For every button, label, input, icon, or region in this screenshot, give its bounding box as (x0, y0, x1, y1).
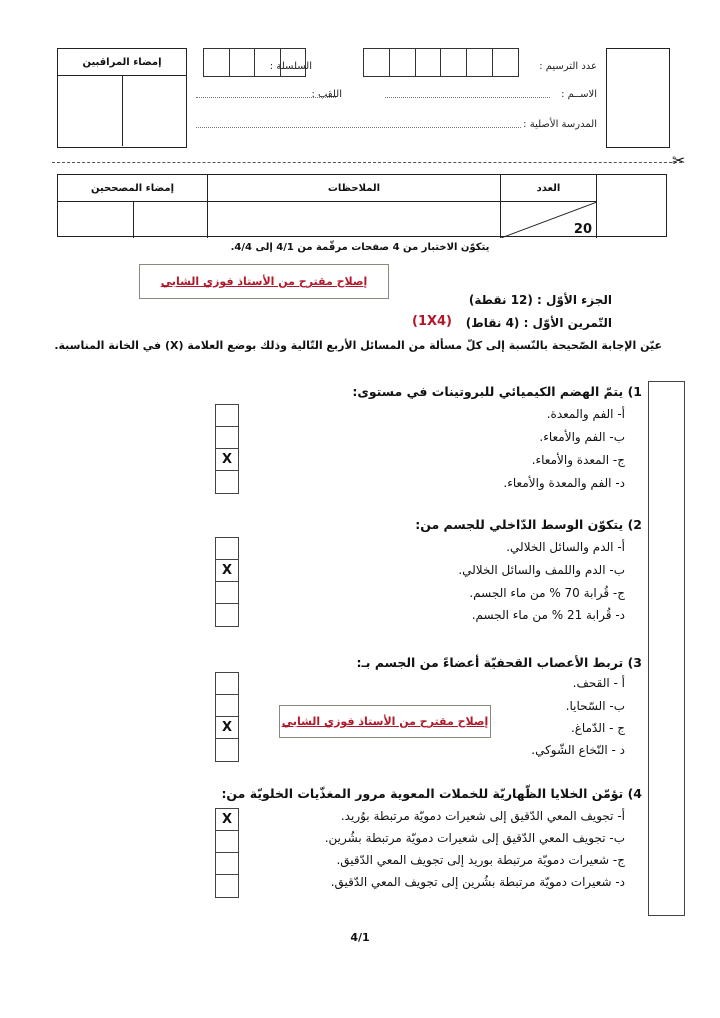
grade-blank-cell (597, 175, 668, 238)
proctor-signature-1[interactable] (58, 76, 123, 146)
exercise-instruction: عيّن الإجابة الصّحيحة بالنّسبة إلى كلّ مسألة من المسائل الأربع التّالية وذلك بوضع العلامة (X) في الخانة المناسبة. (54, 339, 662, 352)
q3-checkbox-b[interactable] (216, 695, 238, 717)
school-field[interactable] (196, 127, 521, 128)
q3-checkbox-c[interactable]: X (216, 717, 238, 739)
part-title: الجزء الأوّل : (12 نقطة) (468, 293, 612, 307)
stamp-text-2: إصلاح مقترح من الأستاذ فوزي الشابي (281, 715, 489, 728)
q1-option-d: د- الفم والمعدة والأمعاء. (503, 476, 625, 490)
exercise-title: التّمرين الأوّل : (4 نقاط) (465, 316, 612, 330)
registration-label: عدد الترسيم : (539, 61, 597, 72)
proctors-label: إمضاء المراقبين (58, 49, 186, 76)
q3-option-b: ب- السّحايا. (565, 699, 625, 713)
proctor-signature-2[interactable] (123, 76, 187, 146)
school-label: المدرسة الأصلية : (523, 119, 597, 130)
diagonal-divider-icon (501, 202, 597, 238)
q1-checkbox-d[interactable] (216, 471, 238, 493)
q4-checkbox-b[interactable] (216, 831, 238, 853)
scissors-icon: ✂ (672, 151, 686, 170)
proctors-signature-box (57, 48, 187, 148)
question-2-title: 2) يتكوّن الوسط الدّاخلي للجسم من: (415, 517, 642, 532)
graders-label: إمضاء المصححين (58, 175, 208, 202)
stamp-text: إصلاح مقترح من الأستاذ فوزي الشابي (160, 275, 368, 288)
page-number: 4/1 (350, 931, 370, 944)
q2-option-b: ب- الدم واللمف والسائل الخلالي. (458, 563, 625, 577)
score-total: 20 (573, 222, 592, 237)
name-field[interactable] (385, 97, 550, 98)
margin-column (648, 381, 685, 916)
q3-option-d: د - النّخاع الشّوكي. (531, 743, 625, 757)
q4-option-b: ب- تجويف المعي الدّقيق إلى شعيرات دمويّة مرتبطة بشُرين. (324, 831, 625, 845)
score-field[interactable] (501, 202, 597, 238)
q2-option-d: د- قُرابة 21 % من ماء الجسم. (471, 608, 625, 622)
grade-table (57, 174, 667, 237)
q1-checkbox-b[interactable] (216, 427, 238, 449)
pages-note: يتكوّن الاختبار من 4 صفحات مرقّمة من 4/1 إلى 4/4. (230, 242, 490, 253)
question-4-title: 4) تؤمّن الخلايا الظّهاريّة للخملات المعوية مرور المغذّيات الخلويّة من: (221, 786, 642, 801)
q4-checkbox-a[interactable]: X (216, 809, 238, 831)
q2-checkbox-b[interactable]: X (216, 560, 238, 582)
registration-number-field[interactable] (363, 48, 519, 77)
q2-option-c: ج- قُرابة 70 % من ماء الجسم. (469, 586, 625, 600)
surname-field[interactable] (196, 97, 336, 98)
question-3-title: 3) تربط الأعصاب القحفيّة أعضاءً من الجسم بـ: (356, 655, 642, 670)
q1-option-a: أ- الفم والمعدة. (546, 407, 625, 421)
q2-option-a: أ- الدم والسائل الخلالي. (506, 540, 625, 554)
series-number-field[interactable] (203, 48, 306, 77)
q4-answer-boxes (215, 808, 239, 898)
q2-checkbox-a[interactable] (216, 538, 238, 560)
q3-option-a: أ - القحف. (572, 676, 625, 690)
q4-option-a: أ- تجويف المعي الدّقيق إلى شعيرات دمويّة مرتبطة بوُريد. (340, 809, 625, 823)
grader-signature-1[interactable] (58, 202, 134, 238)
q2-checkbox-c[interactable] (216, 582, 238, 604)
q2-checkbox-d[interactable] (216, 604, 238, 626)
q1-option-b: ب- الفم والأمعاء. (539, 430, 625, 444)
grader-signature-2[interactable] (134, 202, 208, 238)
q4-checkbox-d[interactable] (216, 875, 238, 897)
name-label: الاســم : (561, 89, 597, 100)
q1-answer-boxes (215, 404, 239, 494)
q3-checkbox-d[interactable] (216, 739, 238, 761)
question-1-title: 1) يتمّ الهضم الكيميائي للبروتينات في مستوى: (352, 384, 642, 399)
q1-checkbox-a[interactable] (216, 405, 238, 427)
photo-box (606, 48, 670, 148)
q4-option-d: د- شعيرات دمويّة مرتبطة بشُرين إلى تجويف المعي الدّقيق. (330, 875, 625, 889)
q4-option-c: ج- شعيرات دمويّة مرتبطة بوريد إلى تجويف المعي الدّقيق. (336, 853, 625, 867)
q3-answer-boxes (215, 672, 239, 762)
cut-line (52, 162, 682, 163)
q3-checkbox-a[interactable] (216, 673, 238, 695)
points-note: (1X4) (412, 314, 452, 329)
q4-checkbox-c[interactable] (216, 853, 238, 875)
notes-field[interactable] (208, 202, 501, 238)
surname-label: اللقب : (311, 89, 342, 100)
q3-option-c: ج - الدّماغ. (570, 721, 625, 735)
score-label: العدد (501, 175, 597, 202)
correction-stamp (139, 264, 389, 299)
correction-stamp-2 (279, 705, 491, 738)
notes-label: الملاحظات (208, 175, 501, 202)
q1-option-c: ج- المعدة والأمعاء. (531, 453, 625, 467)
series-label: السلسلة : (269, 61, 312, 72)
q1-checkbox-c[interactable]: X (216, 449, 238, 471)
q2-answer-boxes (215, 537, 239, 627)
